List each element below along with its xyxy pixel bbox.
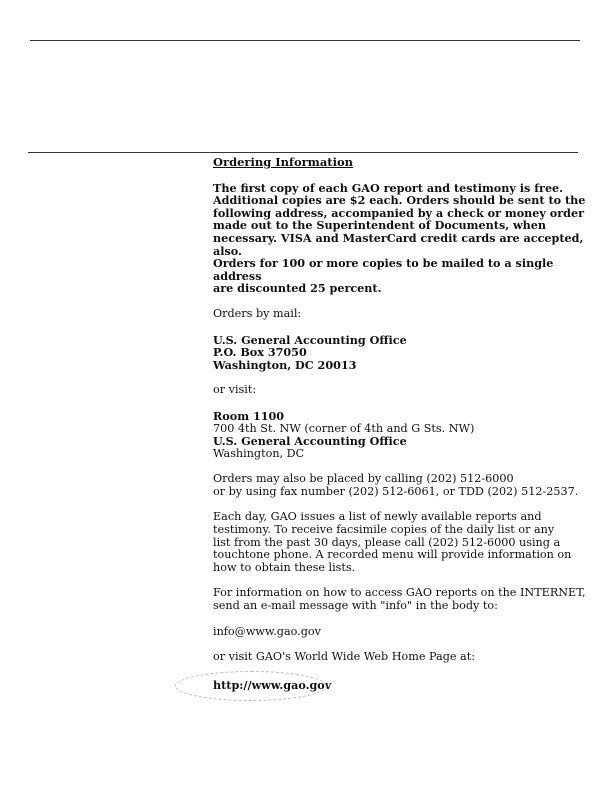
text-line: Washington, DC <box>213 446 305 460</box>
text-line: following address, accompanied by a check or money order <box>213 205 584 220</box>
heading: Ordering Information <box>213 155 354 169</box>
text-line: touchtone phone. A recorded menu will provide information on <box>213 548 572 562</box>
text-line: Additional copies are $2 each. Orders should be sent to the <box>213 193 586 208</box>
text-line: Washington, DC 20013 <box>213 357 357 372</box>
phone-paragraph <box>213 473 603 498</box>
text-line: For information on how to access GAO reports on the INTERNET, <box>213 586 586 600</box>
url-oval <box>205 677 349 697</box>
text-line: 700 4th St. NW (corner of 4th and G Sts. NW) <box>213 421 475 435</box>
text-line: send an e-mail message with "info" in the body to: <box>213 599 498 613</box>
mail-label: Orders by mail: <box>213 306 302 320</box>
text-line: how to obtain these lists. <box>213 560 356 574</box>
text-line: Room 1100 <box>213 408 285 423</box>
section-rule <box>28 152 578 153</box>
mail-address <box>213 334 603 372</box>
email-address: info@www.gao.gov <box>213 624 321 638</box>
text-line: P.O. Box 37050 <box>213 345 307 360</box>
text-line: U.S. General Accounting Office <box>213 332 407 347</box>
ordering-information <box>213 156 603 696</box>
intro-paragraph <box>213 182 603 295</box>
visit-address <box>213 410 603 460</box>
text-line: Each day, GAO issues a list of newly available reports and <box>213 510 542 524</box>
text-line: Orders for 100 or more copies to be mailed to a single address <box>213 256 554 283</box>
text-line: testimony. To receive facsimile copies of the daily list or any <box>213 523 555 537</box>
internet-paragraph <box>213 587 603 612</box>
text-line: U.S. General Accounting Office <box>213 434 407 449</box>
text-line: The first copy of each GAO report and testimony is free. <box>213 180 564 195</box>
text-line: Orders may also be placed by calling (202) 512-6000 <box>213 472 514 486</box>
text-line: necessary. VISA and MasterCard credit cards are accepted, also. <box>213 230 584 258</box>
web-url: http://www.gao.gov <box>213 677 332 692</box>
daily-list-paragraph <box>213 511 603 574</box>
text-line: made out to the Superintendent of Documents, when <box>213 218 547 233</box>
top-rule <box>30 40 580 41</box>
text-line: are discounted 25 percent. <box>213 281 382 296</box>
visit-label: or visit: <box>213 383 257 397</box>
text-line: or by using fax number (202) 512-6061, or TDD (202) 512-2537. <box>213 484 579 498</box>
web-label: or visit GAO's World Wide Web Home Page at: <box>213 650 475 664</box>
oval-mark <box>175 671 327 701</box>
text-line: list from the past 30 days, please call (202) 512-6000 using a <box>213 535 561 549</box>
